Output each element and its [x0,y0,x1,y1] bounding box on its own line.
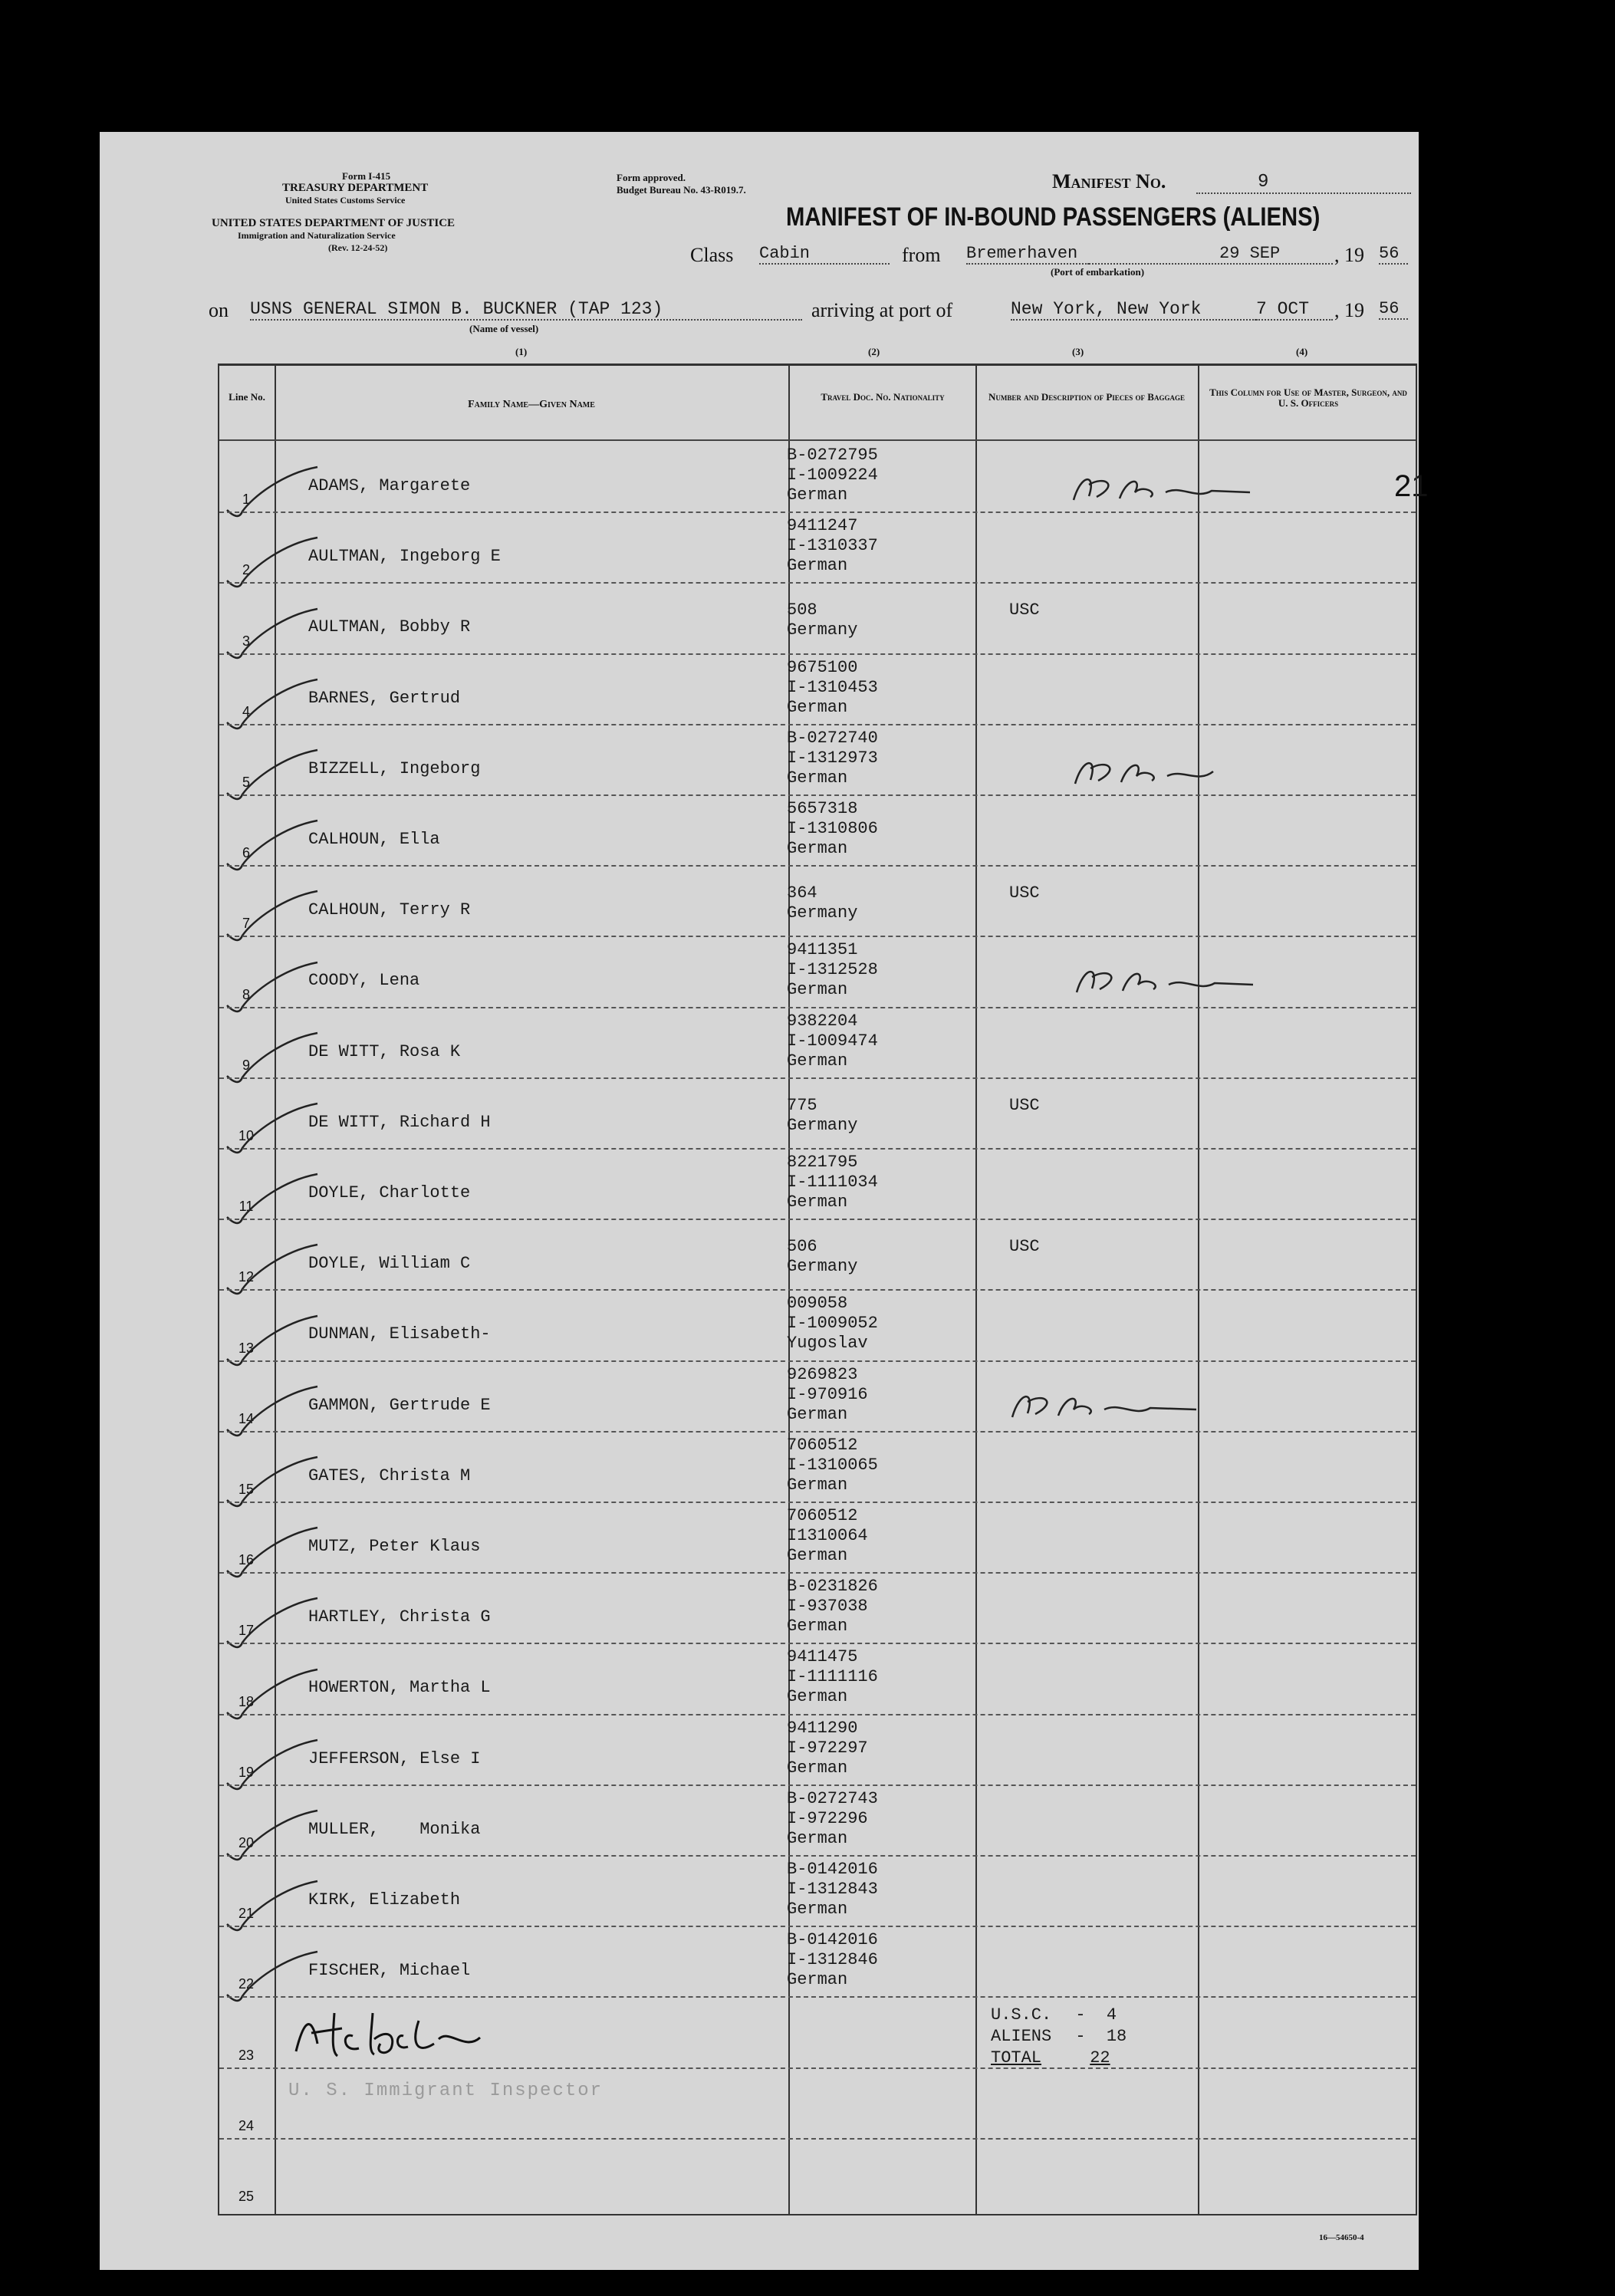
table-row [219,1431,1416,1502]
passenger-name: BIZZELL, Ingeborg [308,758,481,778]
nationality: German [787,1828,848,1848]
nationality: German [787,1051,848,1071]
budget-bureau: Budget Bureau No. 43-R019.7. [617,184,746,196]
travel-doc [787,1719,868,1778]
port-caption: (Port of embarkation) [1051,266,1145,278]
table-row [219,794,1416,865]
passenger-name: MUTZ, Peter Klaus [308,1537,481,1557]
table-row [219,1572,1416,1643]
line-number: 24 [238,2117,255,2133]
line-number: 12 [238,1269,255,1285]
doc-number: B-0142016 [787,1930,878,1950]
line-number: 5 [242,774,250,790]
baggage-initials-row-14 [1005,1386,1235,1425]
year-prefix-2: , 19 [1334,299,1364,321]
table-row [219,2067,1416,2138]
header-baggage: Number and Description of Pieces of Baggage [988,391,1185,403]
header-line-no: Line No. [229,391,265,403]
doc-number: I-1009052 [787,1314,878,1334]
doc-number: 506 [787,1237,817,1257]
passenger-name: BARNES, Gertrud [308,688,461,708]
class-label: Class [690,244,734,266]
nationality: German [787,1758,848,1778]
doc-number: 9411475 [787,1647,858,1667]
passenger-name: ADAMS, Margarete [308,476,471,496]
line-number: 11 [238,1199,254,1215]
vessel-caption: (Name of vessel) [469,323,539,334]
doc-number: I-1312528 [787,960,878,980]
nationality: German [787,768,848,788]
doc-number: I-1310337 [787,536,878,556]
doc-number: I-972297 [787,1738,868,1758]
arrival-port: New York, New York [1011,299,1256,321]
nationality: German [787,1900,848,1919]
nationality: German [787,1475,848,1495]
travel-doc [787,940,878,1000]
passenger-name: DUNMAN, Elisabeth- [308,1324,491,1344]
doc-number: 9675100 [787,657,858,677]
column-2-number: (2) [868,346,880,357]
nationality: German [787,1404,848,1424]
aliens-label: ALIENS [991,2027,1052,2046]
department-of-justice: UNITED STATES DEPARTMENT OF JUSTICE [212,217,456,229]
line-number: 7 [242,916,250,932]
line-number: 19 [238,1764,255,1780]
line-number: 2 [242,562,250,578]
usc-marker: USC [1009,600,1040,620]
nationality: German [787,1546,848,1565]
from-date: 29 SEP [1089,244,1333,265]
inspector-signature [288,2005,518,2071]
nationality: German [787,1970,848,1990]
doc-number: I-970916 [787,1384,868,1404]
totals-aliens [991,2027,1127,2046]
doc-number: 009058 [787,1294,848,1314]
doc-number: I-1111034 [787,1173,878,1192]
table-row [219,1502,1416,1572]
travel-doc [787,1577,878,1636]
nationality: German [787,1617,848,1636]
nationality: Germany [787,903,858,923]
nationality: German [787,1687,848,1707]
travel-doc [787,1237,857,1277]
doc-number: B-0272740 [787,728,878,748]
table-row [219,1926,1416,1996]
manifest-number: 9 [1196,172,1411,194]
year-1: 56 [1379,244,1408,265]
vessel-name: USNS GENERAL SIMON B. BUCKNER (TAP 123) [250,299,802,321]
table-row [219,1714,1416,1784]
travel-doc [787,1096,857,1136]
passenger-name: GATES, Christa M [308,1465,471,1485]
travel-doc [787,1506,868,1566]
passenger-name: COODY, Lena [308,971,420,991]
doc-number: I-1312843 [787,1880,878,1899]
line-number: 1 [242,492,250,508]
line-number: 13 [238,1340,255,1356]
revision: (Rev. 12-24-52) [328,242,388,253]
year-2: 56 [1379,299,1408,320]
baggage-initials-row-8 [1069,962,1268,1000]
passenger-name: AULTMAN, Bobby R [308,617,471,637]
doc-number: I-937038 [787,1597,868,1617]
form-approved: Form approved. [617,172,686,183]
passenger-name: MULLER, Monika [308,1819,481,1839]
footer-code: 16—54650-4 [1319,2233,1364,2242]
usc-marker: USC [1009,1237,1040,1257]
table-row [219,1784,1416,1855]
totals-total [991,2048,1110,2067]
doc-number: 508 [787,600,817,620]
doc-number: 8221795 [787,1153,858,1172]
column-4-number: (4) [1296,346,1308,357]
on-label: on [209,299,229,321]
doc-number: 7060512 [787,1506,858,1525]
line-number: 25 [238,2188,255,2204]
table-row [219,653,1416,724]
from-value: Bremerhaven [966,244,1089,265]
travel-doc [787,658,878,718]
travel-doc [787,1647,878,1707]
nationality: Germany [787,1257,858,1277]
inspector-signature-art [288,2005,518,2067]
doc-number: 9382204 [787,1011,858,1031]
class-value: Cabin [759,244,890,265]
usc-sep: - [1075,2005,1086,2025]
line-number: 8 [242,986,250,1002]
nationality: German [787,556,848,576]
table-row [219,2138,1416,2209]
line-number: 6 [242,845,250,861]
travel-doc [787,799,878,859]
passenger-name: AULTMAN, Ingeborg E [308,547,501,567]
line-number: 4 [242,703,250,719]
arrival-date: 7 OCT [1256,299,1333,321]
doc-number: B-0142016 [787,1860,878,1879]
travel-doc [787,1294,878,1354]
ins-caption: Immigration and Naturalization Service [238,230,396,241]
inspector-stamp: U. S. Immigrant Inspector [288,2081,604,2101]
line-number: 14 [238,1410,255,1426]
nationality: German [787,1192,848,1212]
doc-number: I-1312973 [787,748,878,768]
customs-service: United States Customs Service [285,195,406,206]
travel-doc [787,1789,878,1849]
travel-doc [787,1365,868,1425]
line-number: 16 [238,1552,255,1568]
travel-doc [787,446,878,505]
table-row [219,512,1416,582]
totals-usc [991,2005,1117,2025]
form-number: Form I-415 [342,170,391,182]
nationality: German [787,980,848,1000]
passenger-name: HARTLEY, Christa G [308,1607,491,1627]
table-row [219,1219,1416,1289]
doc-number: B-0272795 [787,446,878,465]
doc-number: B-0231826 [787,1577,878,1597]
aliens-sep: - [1075,2027,1086,2046]
doc-number: 5657318 [787,799,858,818]
table-row [219,1148,1416,1219]
passenger-name: FISCHER, Michael [308,1961,471,1981]
usc-marker: USC [1009,1095,1040,1115]
passenger-table [218,363,1417,2215]
passenger-name: JEFFERSON, Else I [308,1748,481,1768]
doc-number: 9411290 [787,1718,858,1738]
line-number: 3 [242,633,250,649]
table-row [219,1289,1416,1360]
line-number: 20 [238,1834,255,1850]
baggage-initials-row-5 [1067,753,1252,791]
line-number: 22 [238,1976,255,1992]
page-title: MANIFEST OF IN-BOUND PASSENGERS (ALIENS) [786,202,1321,232]
travel-doc [787,600,857,640]
line-number: 18 [238,1693,255,1709]
column-3-number: (3) [1072,346,1084,357]
arriving-label: arriving at port of [811,299,953,321]
column-1-number: (1) [515,346,528,357]
total-label: TOTAL [991,2048,1042,2067]
line-number: 10 [238,1127,255,1143]
doc-number: 364 [787,883,817,903]
page-stamp: 21 [1394,469,1429,503]
doc-number: I-1310806 [787,819,878,838]
table-row [219,1007,1416,1077]
aliens-count: 18 [1106,2027,1127,2046]
travel-doc [787,1860,878,1919]
travel-doc [787,1153,878,1212]
passenger-name: DOYLE, Charlotte [308,1183,471,1203]
manifest-number-label: Manifest No. [1052,170,1166,192]
nationality: German [787,485,848,505]
doc-number: 9269823 [787,1364,858,1384]
doc-number: 9411351 [787,940,858,960]
passenger-name: DOYLE, William C [308,1254,471,1274]
line-number: 15 [238,1481,255,1497]
passenger-name: CALHOUN, Terry R [308,900,471,920]
passenger-name: KIRK, Elizabeth [308,1890,461,1910]
passenger-name: DE WITT, Richard H [308,1112,491,1132]
table-row [219,1643,1416,1713]
line-number: 21 [238,1906,255,1922]
year-prefix-1: , 19 [1334,244,1364,266]
travel-doc [787,1011,878,1071]
doc-number: 775 [787,1095,817,1115]
nationality: Yugoslav [787,1334,868,1354]
travel-doc [787,516,878,576]
nationality: German [787,839,848,858]
nationality: German [787,697,848,717]
usc-count: 4 [1106,2005,1117,2025]
doc-number: I-972296 [787,1808,868,1828]
table-row [219,1360,1416,1431]
doc-number: I-1310453 [787,677,878,697]
line-number: 17 [238,1623,255,1639]
travel-doc [787,883,857,923]
doc-number: I-1009474 [787,1031,878,1051]
passenger-name: HOWERTON, Martha L [308,1678,491,1698]
line-number: 23 [238,2047,255,2063]
passenger-name: DE WITT, Rosa K [308,1041,461,1061]
table-row [219,865,1416,936]
nationality: Germany [787,620,858,640]
usc-marker: USC [1009,883,1040,903]
header-officers: This Column for Use of Master, Surgeon, and U. S. Officers [1209,387,1407,409]
total-count: 22 [1090,2048,1110,2067]
doc-number: I-1009224 [787,465,878,485]
header-travel-doc: Travel Doc. No. Nationality [821,391,945,403]
doc-number: 7060512 [787,1435,858,1455]
travel-doc [787,1436,878,1495]
from-label: from [902,244,941,266]
table-row [219,1077,1416,1148]
treasury-department: TREASURY DEPARTMENT [282,182,429,194]
travel-doc [787,1930,878,1990]
passenger-name: GAMMON, Gertrude E [308,1395,491,1415]
doc-number: 9411247 [787,516,858,536]
table-row [219,1855,1416,1926]
doc-number: I-1310065 [787,1455,878,1475]
doc-number: I-1312846 [787,1950,878,1970]
header-name: Family Name—Given Name [468,399,595,410]
travel-doc [787,729,878,788]
nationality: Germany [787,1115,858,1135]
table-row [219,582,1416,653]
baggage-initials-row-1 [1066,469,1265,508]
line-number: 9 [242,1057,250,1073]
usc-label: U.S.C. [991,2005,1052,2025]
doc-number: I-1111116 [787,1667,878,1687]
doc-number: I1310064 [787,1526,868,1545]
doc-number: B-0272743 [787,1788,878,1808]
passenger-name: CALHOUN, Ella [308,830,440,850]
